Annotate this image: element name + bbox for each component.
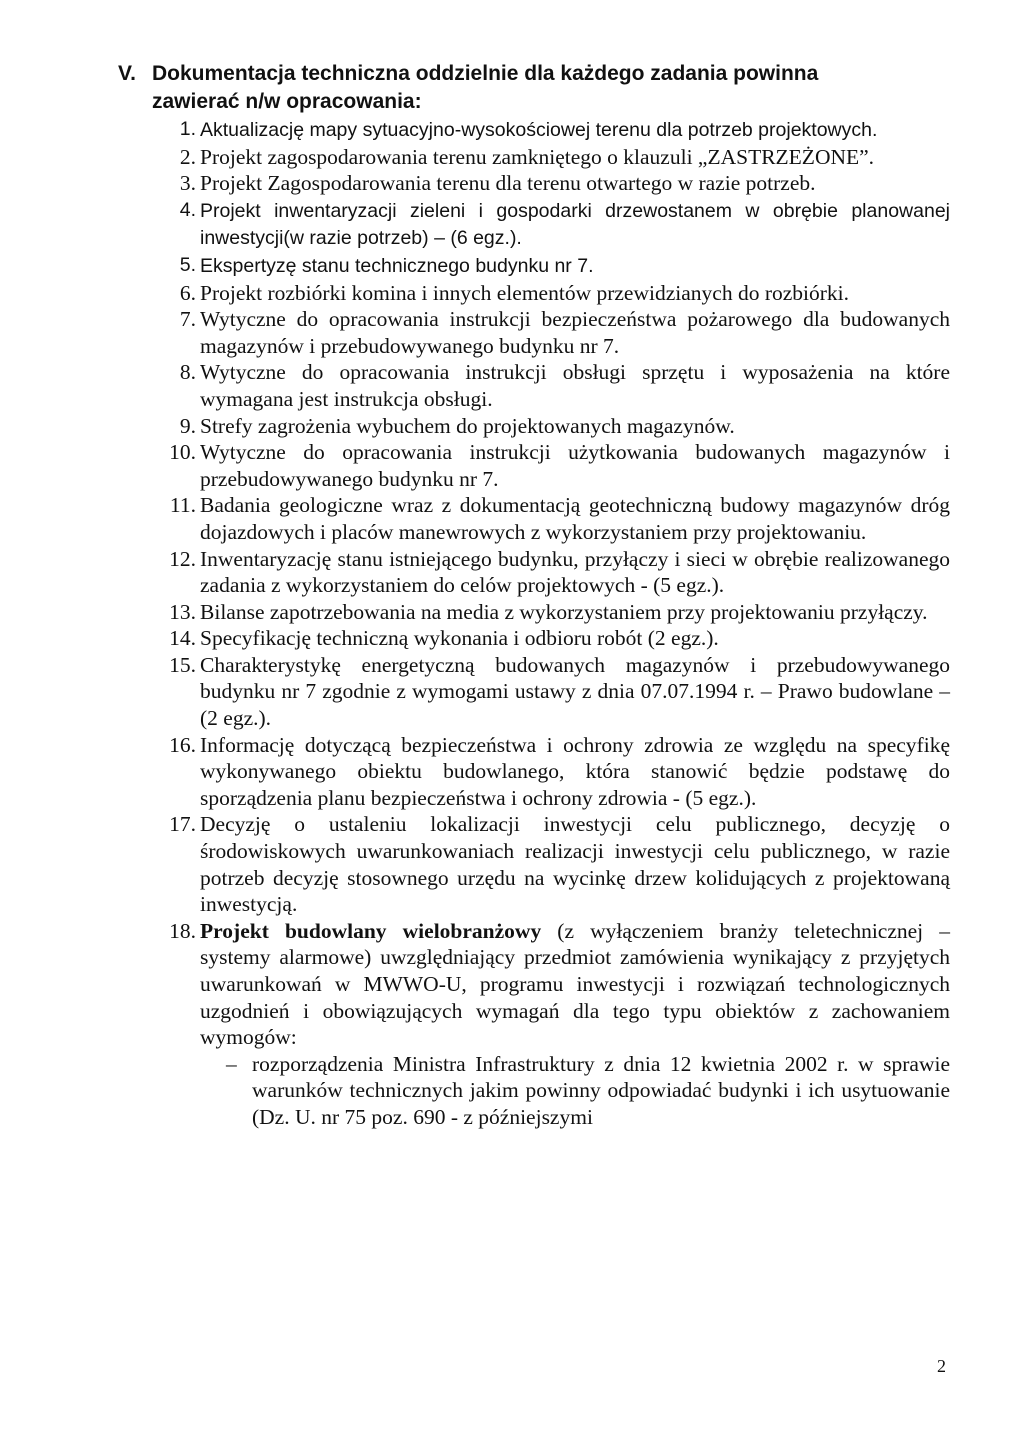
list-item-number: 8. (179, 360, 196, 385)
list-item-number: 13. (169, 599, 196, 624)
list-item-text: Informację dotyczącą bezpieczeństwa i ochrony zdrowia ze względu na specyfikę wykonywanego obiektu budowlanego, która stanowić będzie podstawę do sporządzenia planu bezpieczeństwa i ochrony zdrowia - (5 egz.). (200, 732, 950, 810)
list-item-number: 1. (179, 118, 196, 140)
list-item-text: Wytyczne do opracowania instrukcji użytkowania budowanych magazynów i przebudowywanego budynku nr 7. (200, 440, 950, 491)
list-item (160, 918, 950, 1131)
list-item-text: Wytyczne do opracowania instrukcji obsługi sprzętu i wyposażenia na które wymagana jest instrukcja obsługi. (200, 360, 950, 411)
list-item (160, 546, 950, 599)
list-item (160, 599, 950, 626)
list-item-number: 7. (179, 307, 196, 332)
list-item (160, 732, 950, 812)
list-item (160, 359, 950, 412)
list-item-number: 17. (169, 812, 196, 837)
list-item-text: Specyfikację techniczną wykonania i odbioru robót (2 egz.). (200, 626, 719, 651)
page-number: 2 (937, 1356, 946, 1376)
list-item-number: 3. (179, 171, 196, 196)
list-item-number: 18. (169, 918, 196, 943)
list-item (160, 652, 950, 732)
list-item-text: Projekt inwentaryzacji zieleni i gospodarki drzewostanem w obrębie planowanej inwestycji(w razie potrzeb) – (6 egz.). (200, 199, 950, 250)
list-item (160, 280, 950, 307)
list-item-number: 15. (169, 652, 196, 677)
list-item-number: 10. (169, 440, 196, 465)
list-item (160, 492, 950, 545)
list-item-number: 12. (169, 546, 196, 571)
section-number: V. (118, 62, 136, 85)
list-item-text: Charakterystykę energetyczną budowanych magazynów i przebudowywanego budynku nr 7 zgodnie z wymogami ustawy z dnia 07.07.1994 r. – Prawo budowlane – (2 egz.). (200, 652, 950, 731)
list-item-text (200, 919, 950, 1049)
list-item-number: 9. (179, 413, 196, 438)
list-item (160, 144, 950, 171)
list-item-text: Ekspertyzę stanu technicznego budynku nr 7. (200, 254, 594, 277)
list-item-bold-text: Projekt budowlany wielobranżowy (200, 918, 542, 943)
list-item-text: Wytyczne do opracowania instrukcji bezpieczeństwa pożarowego dla budowanych magazynów i przebudowywanego budynku nr 7. (200, 307, 950, 358)
list-item (160, 811, 950, 917)
section-heading-line1: Dokumentacja techniczna oddzielnie dla każdego zadania powinna (152, 62, 819, 85)
list-item-number: 16. (169, 732, 196, 757)
list-item (160, 170, 950, 197)
list-item (160, 197, 950, 252)
list-item (160, 625, 950, 652)
list-item (160, 306, 950, 359)
sublist-item-text: rozporządzenia Ministra Infrastruktury z dnia 12 kwietnia 2002 r. w sprawie warunków technicznych jakim powinny odpowiadać budynki i ich usytuowanie (Dz. U. nr 75 poz. 690 - z późniejszymi (252, 1051, 950, 1129)
list-item-number: 2. (179, 144, 196, 169)
list-item-text: Badania geologiczne wraz z dokumentacją geotechniczną budowy magazynów dróg dojazdowych i placów manewrowych z wykorzystaniem przy projektowaniu. (200, 493, 950, 544)
list-item-text: Aktualizację mapy sytuacyjno-wysokościowej terenu dla potrzeb projektowych. (200, 119, 878, 141)
list-item-text: Strefy zagrożenia wybuchem do projektowanych magazynów. (200, 413, 735, 438)
section-heading (118, 60, 948, 116)
list-item-text: Inwentaryzację stanu istniejącego budynku, przyłączy i sieci w obrębie realizowanego zadania z wykorzystaniem do celów projektowych - (5 egz.). (200, 546, 950, 598)
list-item-rest-text: (z wyłączeniem branży teletechnicznej – systemy alarmowe) uwzględniający przedmiot zamówienia wynikający z przyjętych uwarunkowań w MWWO-U, programu inwestycji i rozwiązań technologicznych uzgodnień i obowiązujących wymagań dla tego typu obiektów z zachowaniem wymogów: (200, 918, 951, 1050)
list-item-text: Decyzję o ustaleniu lokalizacji inwestycji celu publicznego, decyzję o środowiskowych uwarunkowaniach realizacji inwestycji celu publicznego, w razie potrzeb decyzję stosownego urzędu na wycinkę drzew kolidujących z projektowaną inwestycją. (200, 812, 950, 917)
sublist (200, 1051, 950, 1131)
list-item (160, 439, 950, 492)
list-item-number: 14. (169, 626, 196, 651)
list-item (160, 116, 950, 144)
list-item-text: Projekt rozbiórki komina i innych elementów przewidzianych do rozbiórki. (200, 280, 849, 305)
list-item-number: 4. (179, 198, 196, 221)
list-item-text: Projekt Zagospodarowania terenu dla terenu otwartego w razie potrzeb. (200, 171, 816, 196)
list-item-number: 5. (179, 253, 196, 276)
list-item (160, 413, 950, 440)
list-item-number: 6. (179, 280, 196, 305)
list-item (160, 252, 950, 280)
dash-bullet: – (226, 1051, 237, 1076)
section-heading-line2: zawierać n/w opracowania: (152, 90, 422, 113)
list-item-text: Projekt zagospodarowania terenu zamkniętego o klauzuli „ZASTRZEŻONE”. (200, 144, 875, 169)
requirements-list (160, 116, 950, 1131)
list-item-number: 11. (169, 493, 196, 518)
sublist-item (226, 1051, 950, 1131)
list-item-text: Bilanse zapotrzebowania na media z wykorzystaniem przy projektowaniu przyłączy. (200, 599, 928, 624)
